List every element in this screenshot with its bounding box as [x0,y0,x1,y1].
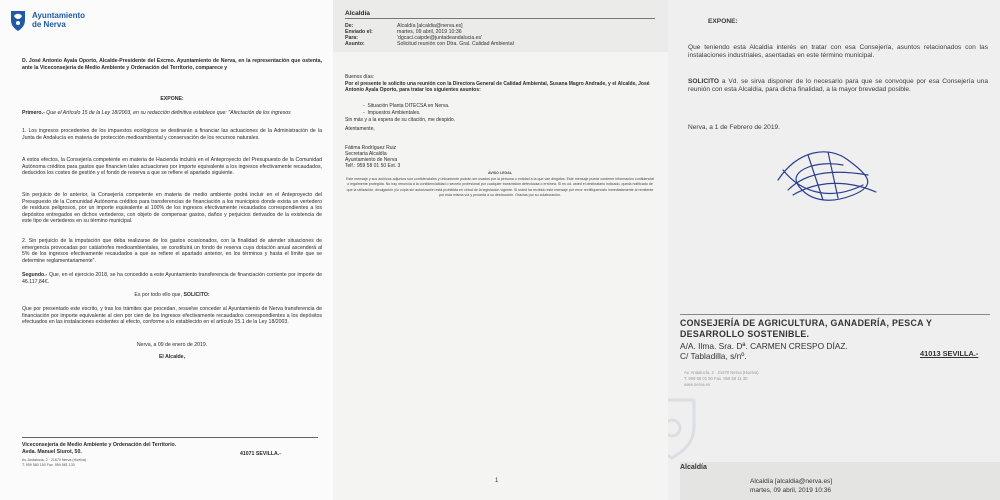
email-sent-key: Enviado el: [345,29,373,35]
footer-divider [22,437,318,438]
primero-paragraph [22,110,322,117]
signature-role: Secretaria Alcaldía [345,151,387,157]
expone-label: EXPONE: [160,96,184,102]
email-subject-row [345,41,645,47]
solicito-paragraph: Que por presentado este escrito, y tras los trámites que procedan, resuelve conceder al Ayuntamiento de Nerva transferencia de financiación por importe equivalente al cien por cien de los ingresos efectivamente recaudados correspondientes a los depósitos efectuados en las instalaciones existentes al efecto, conforme a lo establecido en el artículo 15.1 de la Ley 18/2003. [22,306,322,326]
legal-notice-title: AVISO LEGAL [487,171,513,175]
segundo-paragraph [22,272,322,285]
page-number: 1 [495,478,499,484]
footer-address: Av. Andalucía, 2 · 21670 Nerva (Huelva) [22,458,86,462]
law-paragraph-2: A estos efectos, la Consejería competente en materia de Hacienda incluirá en el Anteproyecto del Presupuesto de la Comunidad Autónoma créditos para gastos que financien tales actuaciones por importe equivalente a los ingresos efectivamente recaudados, deducidos los costes de gestión y el fondo de reserva a que se refiere el apartado siguiente. [22,157,322,177]
crest-watermark-icon [668,392,702,462]
letter-date-p3: Nerva, a 1 de Febrero de 2019. [688,124,781,131]
segundo-text: Que, en el ejercicio 2018, se ha concedido a este Ayuntamiento transferencia de financiación corriente por importe de 46.117,84€. [22,272,322,285]
email-greeting: Buenos días: [345,74,375,80]
email-sent-value: martes, 09 abril, 2019 10:36 [397,29,462,35]
addressee-name-p3: A/A. Ilma. Sra. Dª. CARMEN CRESPO DÍAZ. [680,341,848,351]
signature-mark-icon [768,140,888,210]
email-header-fragment [680,462,1000,500]
logo-text-line-2: de Nerva [32,20,66,29]
email-regards: Atentamente, [345,126,375,132]
consejeria-name: CONSEJERÍA DE AGRICULTURA, GANADERÍA, PESCA Y DESARROLLO SOSTENIBLE. [680,318,933,339]
email-body-text: Por el presente le solicito una reunión con la Directora General de Calidad Ambiental, Susana Magro Andrade, y el Alcalde, José Antonio Ayala Oporto, para tratar los siguientes asuntos: [345,81,650,94]
solicito-label-p3: SOLICITO [688,78,720,85]
document-page-1 [0,0,333,500]
expone-heading-p3 [708,18,1000,26]
solicito-paragraph-p3 [688,78,988,94]
addressee-city [240,451,320,458]
fragment-from: Alcaldía [alcaldia@nerva.es] [750,478,833,485]
email-item-1: - Situación Planta DITECSA en Nerva. [363,103,450,109]
email-item-1-text: Situación Planta DITECSA en Nerva. [367,103,450,109]
email-closing: Sin más y a la espera de su citación, me despido. [345,117,456,123]
law-paragraph-3: Sin perjuicio de lo anterior, la Consejería competente en materia de medio ambiente podrá incluir en el Anteproyecto del Presupuesto de la Comunidad Autónoma créditos para transferencias de financiación a los municipios donde exista un vertedero de residuos peligrosos, por un importe equivalente al 100% de los ingresos efectivamente recaudados correspondientes a los depósitos entregados en dichos vertederos, con objeto de compensar gastos, daños y perjuicios derivados de la existencia de este tipo de vertederos en su término municipal. [22,192,322,225]
document-page-2-email [333,0,668,500]
email-subject-key: Asunto: [345,41,365,47]
fragment-title: Alcaldía [680,464,707,471]
email-from-value: Alcaldía [alcaldia@nerva.es] [397,23,463,29]
expone-paragraph-p3: Que teniendo esta Alcaldía interés en tratar con esa Consejería, asuntos relacionados con las instalaciones industriales, asentadas en este término municipal. [688,44,988,60]
email-title-divider [345,18,655,19]
primero-text: Que el Artículo 15 de la Ley 18/2003, en su redacción definitiva establece que: "Afectación de los ingresos [44,110,291,116]
faint-crest-watermark [668,392,702,467]
logo-text-line-1: Ayuntamiento [32,11,86,20]
intro-text: D. José Antonio Ayala Oporto, Alcalde-Presidente del Excmo. Ayuntamiento de Nerva, en la representación que ostenta, ante la Viceconsejería de Medio Ambiente y Ordenación del Territorio, comparece y [22,58,322,71]
signature-org: Ayuntamiento de Nerva [345,157,398,163]
signer-label [22,354,322,361]
crest-icon [8,8,28,32]
solicito-label: SOLICITO: [183,292,210,298]
expone-heading [22,96,322,103]
signature-name: Fátima Rodríguez Ruiz [345,145,397,151]
letter-date: Nerva, a 09 de enero de 2019. [136,342,208,348]
addressee-street-p3: C/ Tabladilla, s/nº. [680,351,747,361]
email-subject-value: Solicitud reunión con Dtra. Gral. Calidad Ambiental [397,41,514,47]
signer-text: El Alcalde, [158,354,186,360]
addressee-line-1 [22,442,322,449]
signature-phone: Telf.: 959 58 01 50 Ext. 3 [345,163,401,169]
solicito-heading [22,292,322,299]
solicito-text-p3: a Vd. se sirva disponer de lo necesario para que se convoque por esa Consejería una reunión con esta Alcaldía, para dicha finalidad, a la mayor brevedad posible. [688,78,988,94]
legal-notice-text: Este mensaje y sus archivos adjuntos son confidenciales y únicamente podrán ser usados por la persona o entidad a la que van dirigidos. Este mensaje puede contener información confidencial o legalmente protegida. No hay renuncia a la confidencialidad o secreto profesional por cualquier transmisión defectuosa o errónea. Si es ud. usted el destinatario indicado, queda notificado de que la utilización, divulgación y/o copia sin autorización está prohibida en virtud de la legislación vigente. Si usted ha recibido este mensaje por error rectifíquenoslo inmediatamente al remitente por esta misma vía y proceda a su destrucción. Gracias por su colaboración. [346,177,654,197]
email-to-value: 'dgcaci.caipde@juntadeandalucia.es' [397,35,483,41]
law-paragraph-1: 1. Los ingresos procedentes de los impuestos ecológicos se destinarán a financiar las actuaciones de la Administración de la Junta de Andalucía en materia de protección medioambiental y conservación de los recursos naturales. [22,128,322,141]
email-title: Alcaldía [345,10,370,17]
city-text: 41071 SEVILLA.- [240,451,281,457]
addressee-1-text: Viceconsejería de Medio Ambiente y Ordenación del Territorio. [22,442,177,448]
expone-label-p3: EXPONE: [708,18,738,25]
legal-notice [345,171,655,198]
faint-footer-web: www.nerva.es [684,382,711,387]
document-page-3 [668,0,1000,500]
segundo-label: Segundo.- [22,272,48,278]
addressee-city-p3: 41013 SEVILLA.- [920,349,979,358]
email-body [345,81,655,93]
email-item-2-text: Impuestos Ambientales. [367,110,421,116]
email-from-key: De: [345,23,354,29]
faint-footer-address: Av. Andalucía, 2 · 21670 Nerva (Huelva) [684,370,759,375]
faint-footer-phone: T. 959 58 01 50 Fax. 959 58 11 30 [684,376,748,381]
email-to-key: Para: [345,35,358,41]
footer-phone: T. 959 580 150 Fax. 959 581 130 [22,463,75,467]
addressee-2-text: Avda. Manuel Siurot, 50. [22,449,82,455]
solicito-intro: Es por todo ello que, [134,292,182,298]
addressee-divider [680,314,990,315]
primero-label: Primero.- [22,110,45,116]
fragment-date: martes, 09 abril, 2019 10:36 [750,487,831,494]
intro-paragraph [22,58,322,71]
email-item-2: - Impuestos Ambientales. [363,110,421,116]
municipal-logo [8,8,85,32]
handwritten-signature [768,140,888,215]
law-paragraph-4: 2. Sin perjuicio de la imputación que deba realizarse de los gastos ocasionados, con la finalidad de atender situaciones de emergencia provocadas por catástrofes medioambientales, se constituirá un fondo de reserva cuya dotación anual ascenderá al 5% de los ingresos efectivamente recaudados a que se refiere el apartado anterior, en los términos y hasta el límite que se determine reglamentariamente". [22,238,322,264]
